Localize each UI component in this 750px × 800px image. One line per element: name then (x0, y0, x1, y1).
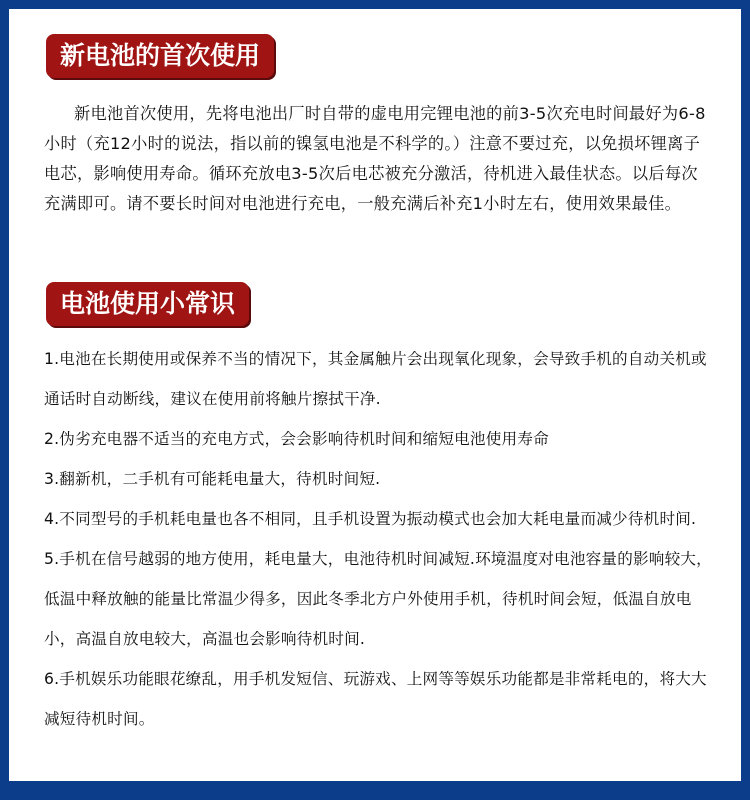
list-item: 2.伪劣充电器不适当的充电方式，会会影响待机时间和缩短电池使用寿命 (44, 430, 549, 448)
battery-tips-list (44, 339, 712, 739)
content-panel (9, 9, 741, 781)
first-use-paragraph: 新电池首次使用，先将电池出厂时自带的虚电用完锂电池的前3-5次充电时间最好为6-8小时（充12小时的说法，指以前的镍氢电池是不科学的。）注意不要过充，以免损坏锂离子电芯，影响使用寿命。循环充放电3-5次后电芯被充分激活，待机进入最佳状态。以后每次充满即可。请不要长时间对电池进行充电，一般充满后补充1小时左右，使用效果最佳。 (44, 104, 706, 214)
list-item: 1.电池在长期使用或保养不当的情况下，其金属触片会出现氧化现象，会导致手机的自动关机或通话时自动断线，建议在使用前将触片擦拭干净. (44, 350, 707, 408)
section-heading-battery-tips: 电池使用小常识 (46, 282, 249, 326)
list-item: 4.不同型号的手机耗电量也各不相同，且手机设置为振动模式也会加大耗电量而减少待机时间. (44, 510, 697, 528)
list-item: 6.手机娱乐功能眼花缭乱，用手机发短信、玩游戏、上网等等娱乐功能都是非常耗电的，将大大减短待机时间。 (44, 670, 707, 728)
list-item: 3.翻新机，二手机有可能耗电量大，待机时间短. (44, 470, 381, 488)
list-item: 5.手机在信号越弱的地方使用，耗电量大，电池待机时间减短.环境温度对电池容量的影响较大，低温中释放触的能量比常温少得多，因此冬季北方户外使用手机，待机时间会短，低温自放电小，高温自放电较大，高温也会影响待机时间. (44, 550, 712, 648)
section-heading-first-use: 新电池的首次使用 (46, 34, 274, 78)
